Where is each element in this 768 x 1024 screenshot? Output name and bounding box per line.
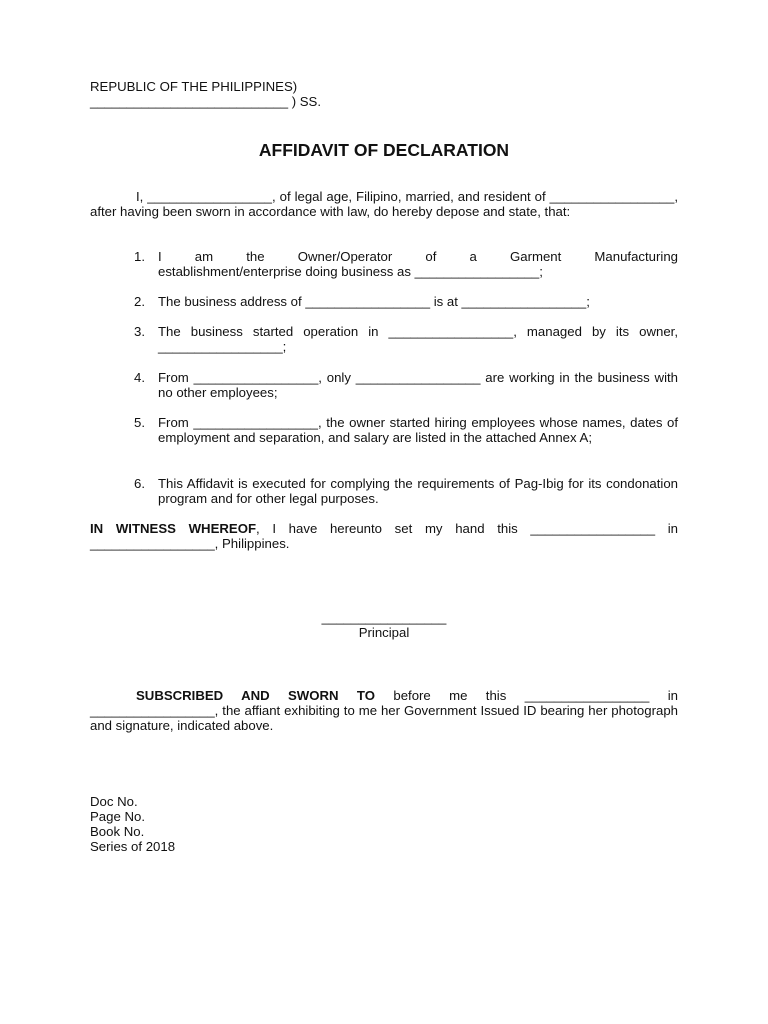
list-item [134,249,678,279]
item-text [158,249,678,279]
item-text: From _________________, only _________________ are working in the business with no other employees; [158,370,678,400]
ss-line: ___________________________ ) SS. [90,94,322,109]
book-no: Book No. [90,824,145,839]
venue-header [90,79,678,109]
page-no: Page No. [90,809,145,824]
item-text: From _________________, the owner started hiring employees whose names, dates of employment and separation, and salary are listed in the attached Annex A; [158,415,678,445]
list-item [134,294,678,309]
list-item [134,370,678,400]
document-title: AFFIDAVIT OF DECLARATION [258,140,510,160]
item-text: The business address of _________________ is at _________________; [158,294,590,309]
signature-block [270,610,498,640]
signature-label: Principal [358,625,410,640]
item-text-line: establishment/enterprise doing business as _________________; [158,264,543,279]
signature-line: _________________ [321,610,447,625]
intro-paragraph: I, _________________, of legal age, Filipino, married, and resident of _________________, after having been sworn in accordance with law, do hereby depose and state, that: [90,189,678,219]
item-number: 1. [134,249,145,264]
jurat-heading: SUBSCRIBED AND SWORN TO [136,688,375,703]
item-number: 5. [134,415,145,430]
item-number: 6. [134,476,145,491]
jurat-paragraph [90,688,678,733]
item-text: This Affidavit is executed for complying the requirements of Pag-Ibig for its condonation program and for other legal purposes. [158,476,678,506]
list-item [134,324,678,354]
list-item [134,415,678,445]
item-text-line: I am the Owner/Operator of a Garment Manufacturing [158,249,678,264]
witness-text: , I have hereunto set my hand this _________________ in _________________, Philippines. [90,521,679,551]
series: Series of 2018 [90,839,176,854]
witness-paragraph [90,521,678,551]
jurat-text: before me this _________________ in _________________, the affiant exhibiting to me her Government Issued ID bearing her photograph and signature, indicated above. [90,688,679,733]
list-item [134,476,678,506]
item-text: The business started operation in _________________, managed by its owner, _________________; [158,324,678,354]
notary-details [90,794,678,854]
witness-heading: IN WITNESS WHEREOF [90,521,257,536]
item-number: 3. [134,324,145,339]
doc-no: Doc No. [90,794,138,809]
item-number: 2. [134,294,145,309]
republic-line: REPUBLIC OF THE PHILIPPINES) [90,79,298,94]
item-number: 4. [134,370,145,385]
